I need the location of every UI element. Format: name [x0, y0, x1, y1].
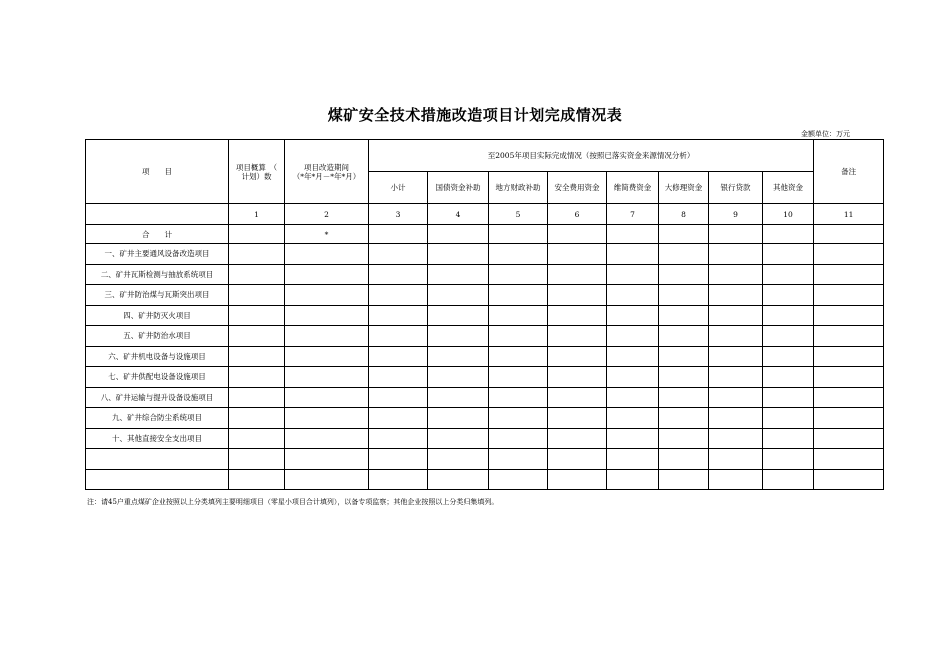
table-cell [607, 408, 659, 429]
table-cell [814, 428, 884, 449]
table-cell [285, 428, 369, 449]
table-cell [229, 469, 285, 490]
table-cell [369, 408, 428, 429]
table-cell [763, 428, 814, 449]
table-cell [709, 264, 763, 285]
table-row [86, 428, 884, 449]
table-cell [548, 326, 607, 347]
header-safety-fund: 安全费用资金 [548, 172, 607, 204]
table-cell [763, 367, 814, 388]
table-cell [548, 367, 607, 388]
row-label: 六、矿井机电设备与设施项目 [86, 346, 229, 367]
row-label: 七、矿井供配电设备设施项目 [86, 367, 229, 388]
table-cell [763, 449, 814, 470]
header-bank-loan: 银行贷款 [709, 172, 763, 204]
table-cell [428, 305, 489, 326]
table-cell [763, 264, 814, 285]
table-cell [285, 305, 369, 326]
table-cell [369, 264, 428, 285]
table-row [86, 264, 884, 285]
table-cell [548, 346, 607, 367]
column-number: 11 [814, 204, 884, 225]
header-period [285, 140, 369, 204]
column-number: 7 [607, 204, 659, 225]
table-cell [428, 387, 489, 408]
table-cell [428, 469, 489, 490]
table-cell [814, 225, 884, 244]
table-cell [489, 244, 548, 265]
table-cell [229, 244, 285, 265]
table-cell [489, 326, 548, 347]
table-cell [814, 408, 884, 429]
header-overhaul-fund: 大修理资金 [659, 172, 709, 204]
table-cell [489, 225, 548, 244]
header-budget-line2: 计划）数 [241, 171, 272, 181]
row-label: 二、矿井瓦斯检测与抽放系统项目 [86, 264, 229, 285]
table-cell [285, 449, 369, 470]
table-cell [428, 367, 489, 388]
table-cell [548, 428, 607, 449]
table-cell [763, 225, 814, 244]
row-label: 九、矿井综合防尘系统项目 [86, 408, 229, 429]
table-cell [548, 285, 607, 306]
table-cell [659, 244, 709, 265]
table-cell [428, 285, 489, 306]
table-cell [489, 367, 548, 388]
row-label: 四、矿井防灭火项目 [86, 305, 229, 326]
row-label: 三、矿井防治煤与瓦斯突出项目 [86, 285, 229, 306]
table-cell [548, 305, 607, 326]
table-cell [369, 428, 428, 449]
table-row [86, 285, 884, 306]
table-cell [607, 449, 659, 470]
total-label: 合 计 [86, 225, 229, 244]
table-cell [229, 449, 285, 470]
table-cell [369, 469, 428, 490]
table-cell [369, 346, 428, 367]
table-cell [369, 285, 428, 306]
total-row [86, 225, 884, 244]
row-label: 一、矿井主要通风设备改造项目 [86, 244, 229, 265]
header-other-fund: 其他资金 [763, 172, 814, 204]
table-cell [428, 326, 489, 347]
table-cell [659, 387, 709, 408]
table-cell [285, 264, 369, 285]
table-cell [659, 367, 709, 388]
column-number: 4 [428, 204, 489, 225]
table-row [86, 305, 884, 326]
table-cell [229, 305, 285, 326]
table-row [86, 387, 884, 408]
table-cell [229, 408, 285, 429]
table-cell [369, 449, 428, 470]
header-item: 项 目 [86, 140, 229, 204]
table-cell [814, 326, 884, 347]
table-cell [607, 305, 659, 326]
table-cell [229, 346, 285, 367]
table-cell [489, 469, 548, 490]
table-cell [285, 387, 369, 408]
table-cell [489, 264, 548, 285]
header-remark: 备注 [814, 140, 884, 204]
row-label: 八、矿井运输与提升设备设施项目 [86, 387, 229, 408]
table-row [86, 449, 884, 470]
row-label [86, 469, 229, 490]
table-cell [763, 408, 814, 429]
table-cell [489, 305, 548, 326]
table-cell [814, 449, 884, 470]
column-number: 3 [369, 204, 428, 225]
table-cell [607, 244, 659, 265]
table-cell [489, 408, 548, 429]
table-cell [229, 264, 285, 285]
table-cell [763, 285, 814, 306]
table-cell [548, 449, 607, 470]
table-row [86, 346, 884, 367]
table-cell [659, 264, 709, 285]
column-number: 2 [285, 204, 369, 225]
table-cell [763, 469, 814, 490]
table-cell [709, 367, 763, 388]
table-cell [428, 428, 489, 449]
table-cell [709, 244, 763, 265]
table-cell [285, 469, 369, 490]
table-cell [607, 428, 659, 449]
table-cell [659, 428, 709, 449]
table-cell [659, 449, 709, 470]
amount-unit-label: 金额单位：万元 [801, 130, 850, 138]
row-label [86, 449, 229, 470]
table-cell [285, 408, 369, 429]
table-cell [763, 346, 814, 367]
table-cell [709, 305, 763, 326]
table-cell [428, 346, 489, 367]
table-cell [548, 264, 607, 285]
table-cell [709, 408, 763, 429]
table-cell [709, 428, 763, 449]
header-subtotal: 小计 [369, 172, 428, 204]
table-cell [659, 408, 709, 429]
table-row [86, 244, 884, 265]
table-cell [607, 387, 659, 408]
table-cell [814, 346, 884, 367]
table-cell [814, 305, 884, 326]
table-cell [428, 408, 489, 429]
table-cell [763, 326, 814, 347]
table-cell [814, 285, 884, 306]
header-actual-group: 至2005年项目实际完成情况（按照已落实资金来源情况分析） [369, 140, 814, 172]
table-cell [709, 326, 763, 347]
table-cell [548, 244, 607, 265]
table-cell [709, 387, 763, 408]
table-cell [489, 285, 548, 306]
table-cell [428, 244, 489, 265]
table-cell [369, 225, 428, 244]
column-number: 1 [229, 204, 285, 225]
table-row [86, 469, 884, 490]
table-cell [814, 387, 884, 408]
table-cell [607, 264, 659, 285]
footnote: 注：请45户重点煤矿企业按照以上分类填列主要明细项目（零星小项目合计填列），以备专项监察；其他企业按照以上分类归集填列。 [87, 498, 499, 506]
table-cell [709, 346, 763, 367]
table-cell [369, 326, 428, 347]
table-cell [607, 225, 659, 244]
header-period-line2: （*年*月－*年*月） [292, 171, 361, 181]
table-cell [489, 428, 548, 449]
table-cell [369, 244, 428, 265]
table-cell [548, 387, 607, 408]
table-cell [814, 264, 884, 285]
table-row [86, 326, 884, 347]
table-cell [607, 469, 659, 490]
table-cell [229, 285, 285, 306]
column-number: 8 [659, 204, 709, 225]
table-row [86, 408, 884, 429]
table-cell [709, 285, 763, 306]
table-cell [659, 285, 709, 306]
column-number-blank [86, 204, 229, 225]
table-cell [763, 305, 814, 326]
table-cell [428, 449, 489, 470]
table-cell [428, 225, 489, 244]
table-cell [659, 305, 709, 326]
table-cell [285, 326, 369, 347]
table-cell [814, 244, 884, 265]
header-national-debt: 国债资金补助 [428, 172, 489, 204]
table-cell [814, 367, 884, 388]
table-cell [763, 244, 814, 265]
table-cell [369, 387, 428, 408]
row-label: 五、矿井防治水项目 [86, 326, 229, 347]
header-local-finance: 地方财政补助 [489, 172, 548, 204]
table-cell [659, 469, 709, 490]
header-budget [229, 140, 285, 204]
table-cell [229, 428, 285, 449]
table-cell [763, 387, 814, 408]
header-budget-line1: 项目概算 （ [235, 162, 278, 172]
table-cell [369, 305, 428, 326]
column-number-row [86, 204, 884, 225]
table-cell [607, 346, 659, 367]
header-maintenance-fund: 维简费资金 [607, 172, 659, 204]
table-cell [229, 326, 285, 347]
header-period-line1: 项目改造期间 [304, 162, 349, 172]
table-cell [607, 367, 659, 388]
total-period-mark: * [285, 225, 369, 244]
table-cell [229, 225, 285, 244]
table-cell [369, 367, 428, 388]
table-cell [229, 367, 285, 388]
row-label: 十、其他直接安全支出项目 [86, 428, 229, 449]
table-cell [709, 449, 763, 470]
table-cell [659, 346, 709, 367]
table-cell [489, 449, 548, 470]
column-number: 9 [709, 204, 763, 225]
page-title: 煤矿安全技术措施改造项目计划完成情况表 [327, 106, 623, 124]
table-cell [428, 264, 489, 285]
table-cell [709, 469, 763, 490]
table-cell [285, 367, 369, 388]
column-number: 6 [548, 204, 607, 225]
table-cell [548, 469, 607, 490]
table-cell [659, 225, 709, 244]
table-cell [548, 225, 607, 244]
table-cell [489, 346, 548, 367]
table-cell [607, 326, 659, 347]
table-cell [607, 285, 659, 306]
table-cell [489, 387, 548, 408]
table-cell [548, 408, 607, 429]
table-cell [285, 346, 369, 367]
project-completion-table [85, 139, 884, 490]
column-number: 10 [763, 204, 814, 225]
table-cell [709, 225, 763, 244]
table-cell [229, 387, 285, 408]
table-body [86, 244, 884, 490]
column-number: 5 [489, 204, 548, 225]
table-cell [285, 244, 369, 265]
table-cell [285, 285, 369, 306]
table-cell [814, 469, 884, 490]
table-row [86, 367, 884, 388]
table-cell [659, 326, 709, 347]
